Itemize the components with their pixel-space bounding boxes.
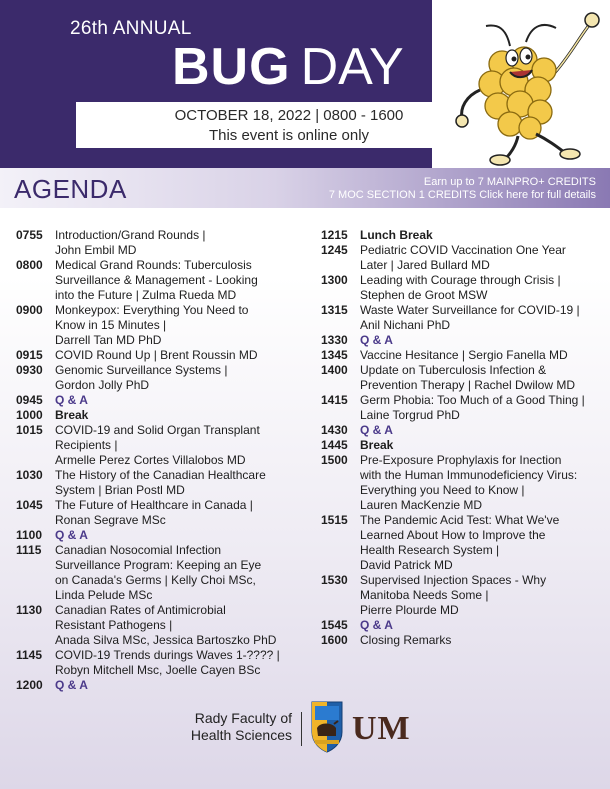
agenda-line: Q & A bbox=[55, 528, 88, 542]
agenda-line: Lunch Break bbox=[360, 228, 433, 242]
agenda-line: Introduction/Grand Rounds | bbox=[55, 228, 206, 242]
agenda-line: Learned About How to Improve the bbox=[360, 528, 546, 542]
agenda-time: 1345 bbox=[321, 348, 348, 362]
agenda-line: Linda Pelude MSc bbox=[55, 588, 153, 602]
credits-line-1: Earn up to 7 MAINPRO+ CREDITS bbox=[423, 176, 596, 188]
agenda-line: Break bbox=[360, 438, 394, 452]
agenda-line: Waste Water Surveillance for COVID-19 | bbox=[360, 303, 580, 317]
footer-logos bbox=[170, 698, 450, 754]
agenda-line: Monkeypox: Everything You Need to bbox=[55, 303, 249, 317]
agenda-item bbox=[321, 348, 601, 363]
agenda-item bbox=[321, 618, 601, 633]
agenda-item bbox=[16, 363, 306, 393]
agenda-time: 1045 bbox=[16, 498, 43, 512]
online-note: This event is online only bbox=[208, 127, 370, 144]
agenda-time: 1245 bbox=[321, 243, 348, 257]
cartoon-bacterium-mascot-icon bbox=[440, 6, 608, 166]
agenda-time: 1200 bbox=[16, 678, 43, 692]
agenda-time: 1515 bbox=[321, 513, 348, 527]
agenda-description bbox=[360, 303, 601, 333]
agenda-line: The Future of Healthcare in Canada | bbox=[55, 498, 253, 512]
agenda-line: Laine Torgrud PhD bbox=[360, 408, 460, 422]
agenda-time: 1215 bbox=[321, 228, 348, 242]
agenda-description bbox=[360, 633, 601, 648]
agenda-line: Know in 15 Minutes | bbox=[55, 318, 167, 332]
agenda-line: Q & A bbox=[360, 333, 393, 347]
agenda-time: 1015 bbox=[16, 423, 43, 437]
agenda-column-left bbox=[16, 228, 306, 693]
agenda-line: Q & A bbox=[360, 618, 393, 632]
agenda-description bbox=[360, 453, 601, 513]
agenda-line: into the Future | Zulma Rueda MD bbox=[55, 288, 237, 302]
agenda-time: 1145 bbox=[16, 648, 43, 662]
agenda-description bbox=[55, 468, 306, 498]
agenda-line: COVID-19 Trends durings Waves 1-???? | bbox=[55, 648, 280, 662]
agenda-description bbox=[360, 273, 601, 303]
agenda-line: Supervised Injection Spaces - Why bbox=[360, 573, 547, 587]
agenda-time: 0755 bbox=[16, 228, 43, 242]
agenda-line: Later | Jared Bullard MD bbox=[360, 258, 490, 272]
agenda-line: Ronan Segrave MSc bbox=[55, 513, 166, 527]
agenda-line: Canadian Nosocomial Infection bbox=[55, 543, 222, 557]
faculty-line-1: Rady Faculty of bbox=[194, 710, 292, 726]
agenda-line: Medical Grand Rounds: Tuberculosis bbox=[55, 258, 252, 272]
event-title bbox=[172, 38, 404, 96]
agenda-line: Armelle Perez Cortes Villalobos MD bbox=[55, 453, 246, 467]
agenda-line: Gordon Jolly PhD bbox=[55, 378, 150, 392]
agenda-description bbox=[55, 678, 306, 693]
agenda-line: Health Research System | bbox=[360, 543, 500, 557]
agenda-time: 0945 bbox=[16, 393, 43, 407]
agenda-description bbox=[55, 408, 306, 423]
agenda-line: Closing Remarks bbox=[360, 633, 452, 647]
agenda-description bbox=[55, 648, 306, 678]
credits-line-2: 7 MOC SECTION 1 CREDITS Click here for full details bbox=[328, 189, 596, 201]
agenda-time: 1000 bbox=[16, 408, 43, 422]
agenda-description bbox=[360, 243, 601, 273]
agenda-time: 1415 bbox=[321, 393, 348, 407]
agenda-line: Break bbox=[55, 408, 89, 422]
agenda-line: Resistant Pathogens | bbox=[55, 618, 173, 632]
agenda-description bbox=[360, 393, 601, 423]
agenda-item bbox=[321, 633, 601, 648]
agenda-description bbox=[360, 363, 601, 393]
agenda-time: 0800 bbox=[16, 258, 43, 272]
faculty-line-2: Health Sciences bbox=[190, 727, 292, 743]
agenda-line: Genomic Surveillance Systems | bbox=[55, 363, 228, 377]
agenda-title: AGENDA bbox=[14, 174, 127, 204]
agenda-description bbox=[55, 303, 306, 348]
agenda-time: 1545 bbox=[321, 618, 348, 632]
agenda-description bbox=[55, 348, 306, 363]
agenda-item bbox=[16, 393, 306, 408]
agenda-line: Leading with Courage through Crisis | bbox=[360, 273, 561, 287]
agenda-description bbox=[55, 528, 306, 543]
agenda-line: Germ Phobia: Too Much of a Good Thing | bbox=[360, 393, 585, 407]
agenda-line: System | Brian Postl MD bbox=[55, 483, 185, 497]
agenda-item bbox=[321, 303, 601, 333]
agenda-item bbox=[321, 333, 601, 348]
agenda-line: The History of the Canadian Healthcare bbox=[55, 468, 266, 482]
agenda-description bbox=[360, 438, 601, 453]
agenda-line: Surveillance Program: Keeping an Eye bbox=[55, 558, 262, 572]
agenda-line: John Embil MD bbox=[55, 243, 137, 257]
agenda-time: 0930 bbox=[16, 363, 43, 377]
agenda-item bbox=[16, 498, 306, 528]
agenda-time: 1115 bbox=[16, 543, 42, 557]
agenda-time: 1130 bbox=[16, 603, 43, 617]
agenda-time: 1445 bbox=[321, 438, 348, 452]
agenda-line: Q & A bbox=[55, 678, 88, 692]
agenda-line: Prevention Therapy | Rachel Dwilow MD bbox=[360, 378, 575, 392]
agenda-line: Q & A bbox=[360, 423, 393, 437]
agenda-line: COVID Round Up | Brent Roussin MD bbox=[55, 348, 258, 362]
agenda-line: Q & A bbox=[55, 393, 88, 407]
agenda-line: Robyn Mitchell Msc, Joelle Cayen BSc bbox=[55, 663, 261, 677]
faculty-name bbox=[170, 710, 292, 744]
agenda-item bbox=[16, 603, 306, 648]
university-shield-bison-icon bbox=[310, 698, 344, 754]
agenda-item bbox=[321, 228, 601, 243]
agenda-time: 1315 bbox=[321, 303, 348, 317]
agenda-line: Everything you Need to Know | bbox=[360, 483, 525, 497]
agenda-item bbox=[16, 678, 306, 693]
agenda-item bbox=[16, 543, 306, 603]
agenda-item bbox=[321, 513, 601, 573]
agenda-line: Canadian Rates of Antimicrobial bbox=[55, 603, 226, 617]
agenda-line: Update on Tuberculosis Infection & bbox=[360, 363, 547, 377]
agenda-line: Manitoba Needs Some | bbox=[360, 588, 489, 602]
agenda-time: 0900 bbox=[16, 303, 43, 317]
agenda-item bbox=[16, 258, 306, 303]
agenda-line: Pierre Plourde MD bbox=[360, 603, 459, 617]
agenda-item bbox=[321, 453, 601, 513]
agenda-line: David Patrick MD bbox=[360, 558, 453, 572]
agenda-item bbox=[16, 423, 306, 468]
event-title-light: DAY bbox=[300, 38, 404, 96]
agenda-line: COVID-19 and Solid Organ Transplant bbox=[55, 423, 260, 437]
agenda-item bbox=[16, 408, 306, 423]
credits-link[interactable] bbox=[329, 176, 596, 202]
agenda-description bbox=[55, 258, 306, 303]
agenda-description bbox=[55, 228, 306, 258]
agenda-item bbox=[16, 303, 306, 348]
agenda-item bbox=[321, 243, 601, 273]
agenda-item bbox=[16, 468, 306, 498]
agenda-item bbox=[16, 648, 306, 678]
agenda-item bbox=[321, 423, 601, 438]
agenda-item bbox=[16, 528, 306, 543]
agenda-time: 1600 bbox=[321, 633, 348, 647]
date-box bbox=[76, 102, 432, 148]
agenda-description bbox=[360, 348, 601, 363]
agenda-description bbox=[55, 498, 306, 528]
agenda-time: 1100 bbox=[16, 528, 43, 542]
agenda-time: 1430 bbox=[321, 423, 348, 437]
agenda-description bbox=[360, 228, 601, 243]
agenda-item bbox=[321, 273, 601, 303]
agenda-line: Anil Nichani PhD bbox=[360, 318, 451, 332]
agenda-item bbox=[321, 393, 601, 423]
annual-label: 26th ANNUAL bbox=[70, 18, 192, 39]
agenda-time: 1500 bbox=[321, 453, 348, 467]
agenda-time: 1530 bbox=[321, 573, 348, 587]
agenda-description bbox=[360, 423, 601, 438]
agenda-time: 0915 bbox=[16, 348, 43, 362]
agenda-item bbox=[16, 348, 306, 363]
agenda-time: 1030 bbox=[16, 468, 43, 482]
agenda-line: Stephen de Groot MSW bbox=[360, 288, 488, 302]
agenda-item bbox=[16, 228, 306, 258]
agenda-time: 1330 bbox=[321, 333, 348, 347]
agenda-time: 1400 bbox=[321, 363, 348, 377]
agenda-line: Pre-Exposure Prophylaxis for Inection bbox=[360, 453, 562, 467]
agenda-line: The Pandemic Acid Test: What We've bbox=[360, 513, 560, 527]
agenda-description bbox=[360, 618, 601, 633]
agenda-description bbox=[55, 423, 306, 468]
agenda-item bbox=[321, 363, 601, 393]
agenda-item bbox=[321, 573, 601, 618]
agenda-line: on Canada's Germs | Kelly Choi MSc, bbox=[55, 573, 256, 587]
agenda-line: Lauren MacKenzie MD bbox=[360, 498, 483, 512]
university-wordmark: UM bbox=[352, 710, 411, 747]
agenda-description bbox=[360, 513, 601, 573]
agenda-line: Anada Silva MSc, Jessica Bartoszko PhD bbox=[55, 633, 277, 647]
agenda-item bbox=[321, 438, 601, 453]
agenda-time: 1300 bbox=[321, 273, 348, 287]
agenda-description bbox=[360, 573, 601, 618]
agenda-line: Pediatric COVID Vaccination One Year bbox=[360, 243, 566, 257]
event-date: OCTOBER 18, 2022 | 0800 - 1600 bbox=[174, 107, 404, 124]
agenda-line: with the Human Immunodeficiency Virus: bbox=[360, 468, 578, 482]
agenda-description bbox=[55, 363, 306, 393]
agenda-description bbox=[55, 543, 306, 603]
agenda-description bbox=[55, 603, 306, 648]
agenda-description bbox=[360, 333, 601, 348]
event-title-bold: BUG bbox=[172, 38, 291, 96]
divider bbox=[301, 712, 302, 746]
agenda-line: Recipients | bbox=[55, 438, 118, 452]
agenda-line: Vaccine Hesitance | Sergio Fanella MD bbox=[360, 348, 568, 362]
agenda-column-right bbox=[321, 228, 601, 648]
agenda-description bbox=[55, 393, 306, 408]
agenda-line: Surveillance & Management - Looking bbox=[55, 273, 258, 287]
agenda-line: Darrell Tan MD PhD bbox=[55, 333, 162, 347]
